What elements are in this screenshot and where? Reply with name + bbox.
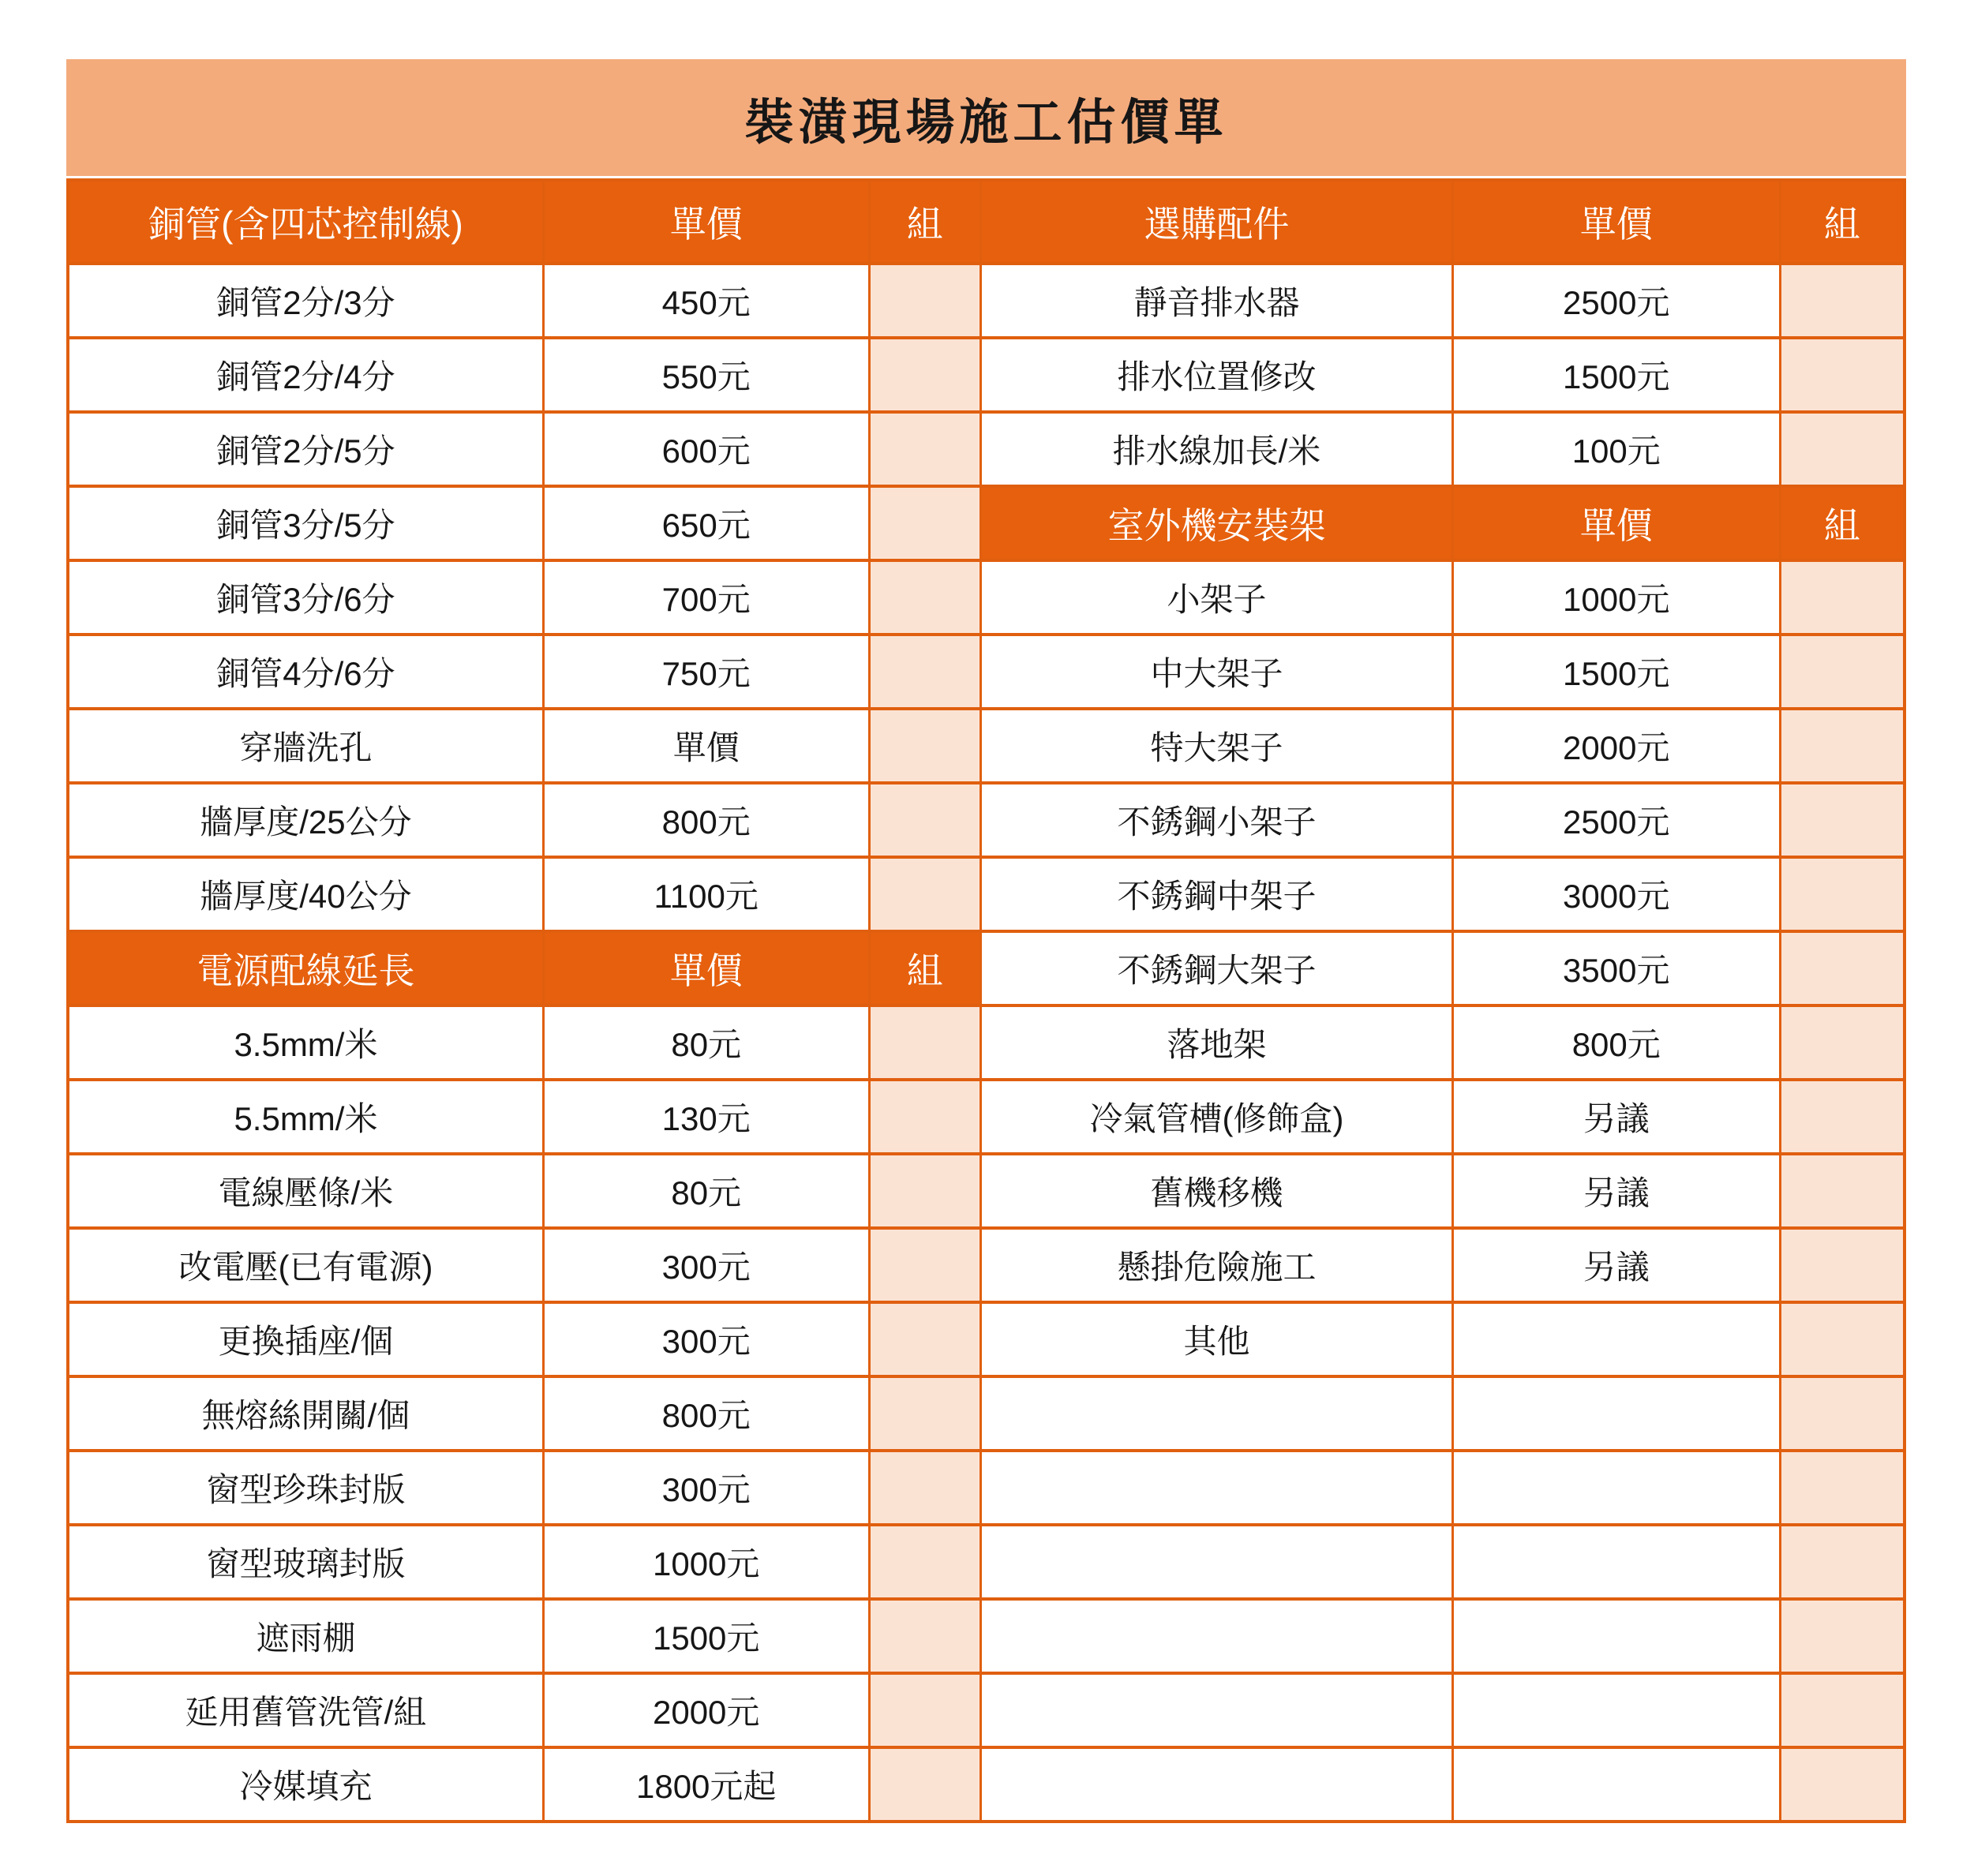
group-cell <box>871 1007 980 1078</box>
group-cell <box>1781 414 1903 485</box>
section-header-label: 電源配線延長 <box>69 933 542 1004</box>
group-cell <box>1781 1304 1903 1375</box>
item-cell: 銅管3分/5分 <box>69 488 542 559</box>
column-header-accessories-group: 組 <box>1781 182 1903 262</box>
group-cell <box>1781 784 1903 856</box>
group-cell <box>1781 1749 1903 1820</box>
item-cell: 排水線加長/米 <box>982 414 1451 485</box>
item-cell: 銅管3分/6分 <box>69 562 542 633</box>
section-header-price: 單價 <box>1454 488 1779 559</box>
price-cell: 750元 <box>545 636 868 707</box>
price-cell: 1000元 <box>545 1526 868 1597</box>
group-cell <box>1781 1007 1903 1078</box>
group-cell <box>871 488 980 559</box>
price-cell <box>1454 1378 1779 1449</box>
item-cell: 5.5mm/米 <box>69 1081 542 1152</box>
price-cell <box>1454 1452 1779 1523</box>
estimate-sheet <box>66 59 1906 1823</box>
column-header-copper-pipe-group: 組 <box>871 182 980 262</box>
group-cell <box>1781 859 1903 930</box>
price-cell: 1800元起 <box>545 1749 868 1820</box>
item-cell <box>982 1526 1451 1597</box>
item-cell: 懸掛危險施工 <box>982 1230 1451 1301</box>
group-cell <box>1781 265 1903 336</box>
group-cell <box>871 710 980 781</box>
group-cell <box>1781 710 1903 781</box>
group-cell <box>1781 1526 1903 1597</box>
price-cell: 80元 <box>545 1155 868 1226</box>
column-header-accessories-price: 單價 <box>1454 182 1779 262</box>
group-cell <box>1781 1081 1903 1152</box>
item-cell: 窗型珍珠封版 <box>69 1452 542 1523</box>
group-cell <box>1781 1601 1903 1672</box>
item-cell: 特大架子 <box>982 710 1451 781</box>
price-cell: 800元 <box>1454 1007 1779 1078</box>
item-cell: 穿牆洗孔 <box>69 710 542 781</box>
item-cell: 落地架 <box>982 1007 1451 1078</box>
price-cell: 另議 <box>1454 1230 1779 1301</box>
price-cell: 130元 <box>545 1081 868 1152</box>
item-cell: 不銹鋼小架子 <box>982 784 1451 856</box>
price-cell: 另議 <box>1454 1155 1779 1226</box>
price-cell: 300元 <box>545 1304 868 1375</box>
item-cell <box>982 1749 1451 1820</box>
group-cell <box>871 784 980 856</box>
item-cell <box>982 1378 1451 1449</box>
group-cell <box>871 1378 980 1449</box>
price-cell: 80元 <box>545 1007 868 1078</box>
item-cell: 舊機移機 <box>982 1155 1451 1226</box>
price-cell: 2500元 <box>1454 265 1779 336</box>
price-cell: 650元 <box>545 488 868 559</box>
price-cell: 另議 <box>1454 1081 1779 1152</box>
group-cell <box>1781 339 1903 410</box>
price-cell: 450元 <box>545 265 868 336</box>
price-cell: 3000元 <box>1454 859 1779 930</box>
price-cell: 2000元 <box>1454 710 1779 781</box>
item-cell <box>982 1675 1451 1746</box>
price-cell: 1500元 <box>1454 339 1779 410</box>
item-cell: 不銹鋼中架子 <box>982 859 1451 930</box>
price-cell: 單價 <box>545 710 868 781</box>
item-cell: 窗型玻璃封版 <box>69 1526 542 1597</box>
group-cell <box>1781 1452 1903 1523</box>
estimate-grid <box>66 178 1906 1823</box>
section-header-group: 組 <box>1781 488 1903 559</box>
item-cell: 牆厚度/40公分 <box>69 859 542 930</box>
item-cell: 銅管2分/3分 <box>69 265 542 336</box>
item-cell: 銅管2分/5分 <box>69 414 542 485</box>
price-cell: 300元 <box>545 1452 868 1523</box>
item-cell: 牆厚度/25公分 <box>69 784 542 856</box>
group-cell <box>871 1675 980 1746</box>
group-cell <box>871 414 980 485</box>
group-cell <box>1781 562 1903 633</box>
page-title: 裝潢現場施工估價單 <box>66 59 1906 176</box>
group-cell <box>1781 636 1903 707</box>
price-cell: 100元 <box>1454 414 1779 485</box>
price-cell: 600元 <box>545 414 868 485</box>
price-cell: 800元 <box>545 784 868 856</box>
price-cell <box>1454 1749 1779 1820</box>
item-cell: 無熔絲開關/個 <box>69 1378 542 1449</box>
group-cell <box>1781 1155 1903 1226</box>
item-cell: 3.5mm/米 <box>69 1007 542 1078</box>
group-cell <box>871 1081 980 1152</box>
item-cell: 中大架子 <box>982 636 1451 707</box>
item-cell: 電線壓條/米 <box>69 1155 542 1226</box>
price-cell <box>1454 1601 1779 1672</box>
group-cell <box>871 1230 980 1301</box>
item-cell: 不銹鋼大架子 <box>982 933 1451 1004</box>
group-cell <box>871 265 980 336</box>
group-cell <box>871 1526 980 1597</box>
item-cell: 改電壓(已有電源) <box>69 1230 542 1301</box>
item-cell: 靜音排水器 <box>982 265 1451 336</box>
item-cell <box>982 1452 1451 1523</box>
price-cell: 550元 <box>545 339 868 410</box>
item-cell: 其他 <box>982 1304 1451 1375</box>
price-cell: 1000元 <box>1454 562 1779 633</box>
item-cell: 遮雨棚 <box>69 1601 542 1672</box>
item-cell: 冷氣管槽(修飾盒) <box>982 1081 1451 1152</box>
price-cell <box>1454 1526 1779 1597</box>
column-header-accessories-item: 選購配件 <box>982 182 1451 262</box>
group-cell <box>1781 1675 1903 1746</box>
item-cell: 冷媒填充 <box>69 1749 542 1820</box>
price-cell: 1500元 <box>1454 636 1779 707</box>
item-cell: 小架子 <box>982 562 1451 633</box>
item-cell: 銅管2分/4分 <box>69 339 542 410</box>
section-header-group: 組 <box>871 933 980 1004</box>
column-header-copper-pipe-price: 單價 <box>545 182 868 262</box>
group-cell <box>1781 933 1903 1004</box>
group-cell <box>871 636 980 707</box>
group-cell <box>1781 1378 1903 1449</box>
group-cell <box>871 1155 980 1226</box>
column-header-copper-pipe-item: 銅管(含四芯控制線) <box>69 182 542 262</box>
price-cell: 3500元 <box>1454 933 1779 1004</box>
group-cell <box>871 1749 980 1820</box>
section-header-price: 單價 <box>545 933 868 1004</box>
price-cell <box>1454 1304 1779 1375</box>
price-cell: 700元 <box>545 562 868 633</box>
item-cell: 排水位置修改 <box>982 339 1451 410</box>
group-cell <box>871 1601 980 1672</box>
section-header-label: 室外機安裝架 <box>982 488 1451 559</box>
item-cell <box>982 1601 1451 1672</box>
item-cell: 延用舊管洗管/組 <box>69 1675 542 1746</box>
price-cell <box>1454 1675 1779 1746</box>
group-cell <box>871 339 980 410</box>
group-cell <box>871 1452 980 1523</box>
group-cell <box>1781 1230 1903 1301</box>
price-cell: 1500元 <box>545 1601 868 1672</box>
item-cell: 更換插座/個 <box>69 1304 542 1375</box>
price-cell: 800元 <box>545 1378 868 1449</box>
item-cell: 銅管4分/6分 <box>69 636 542 707</box>
price-cell: 300元 <box>545 1230 868 1301</box>
price-cell: 1100元 <box>545 859 868 930</box>
price-cell: 2500元 <box>1454 784 1779 856</box>
group-cell <box>871 562 980 633</box>
group-cell <box>871 859 980 930</box>
price-cell: 2000元 <box>545 1675 868 1746</box>
group-cell <box>871 1304 980 1375</box>
